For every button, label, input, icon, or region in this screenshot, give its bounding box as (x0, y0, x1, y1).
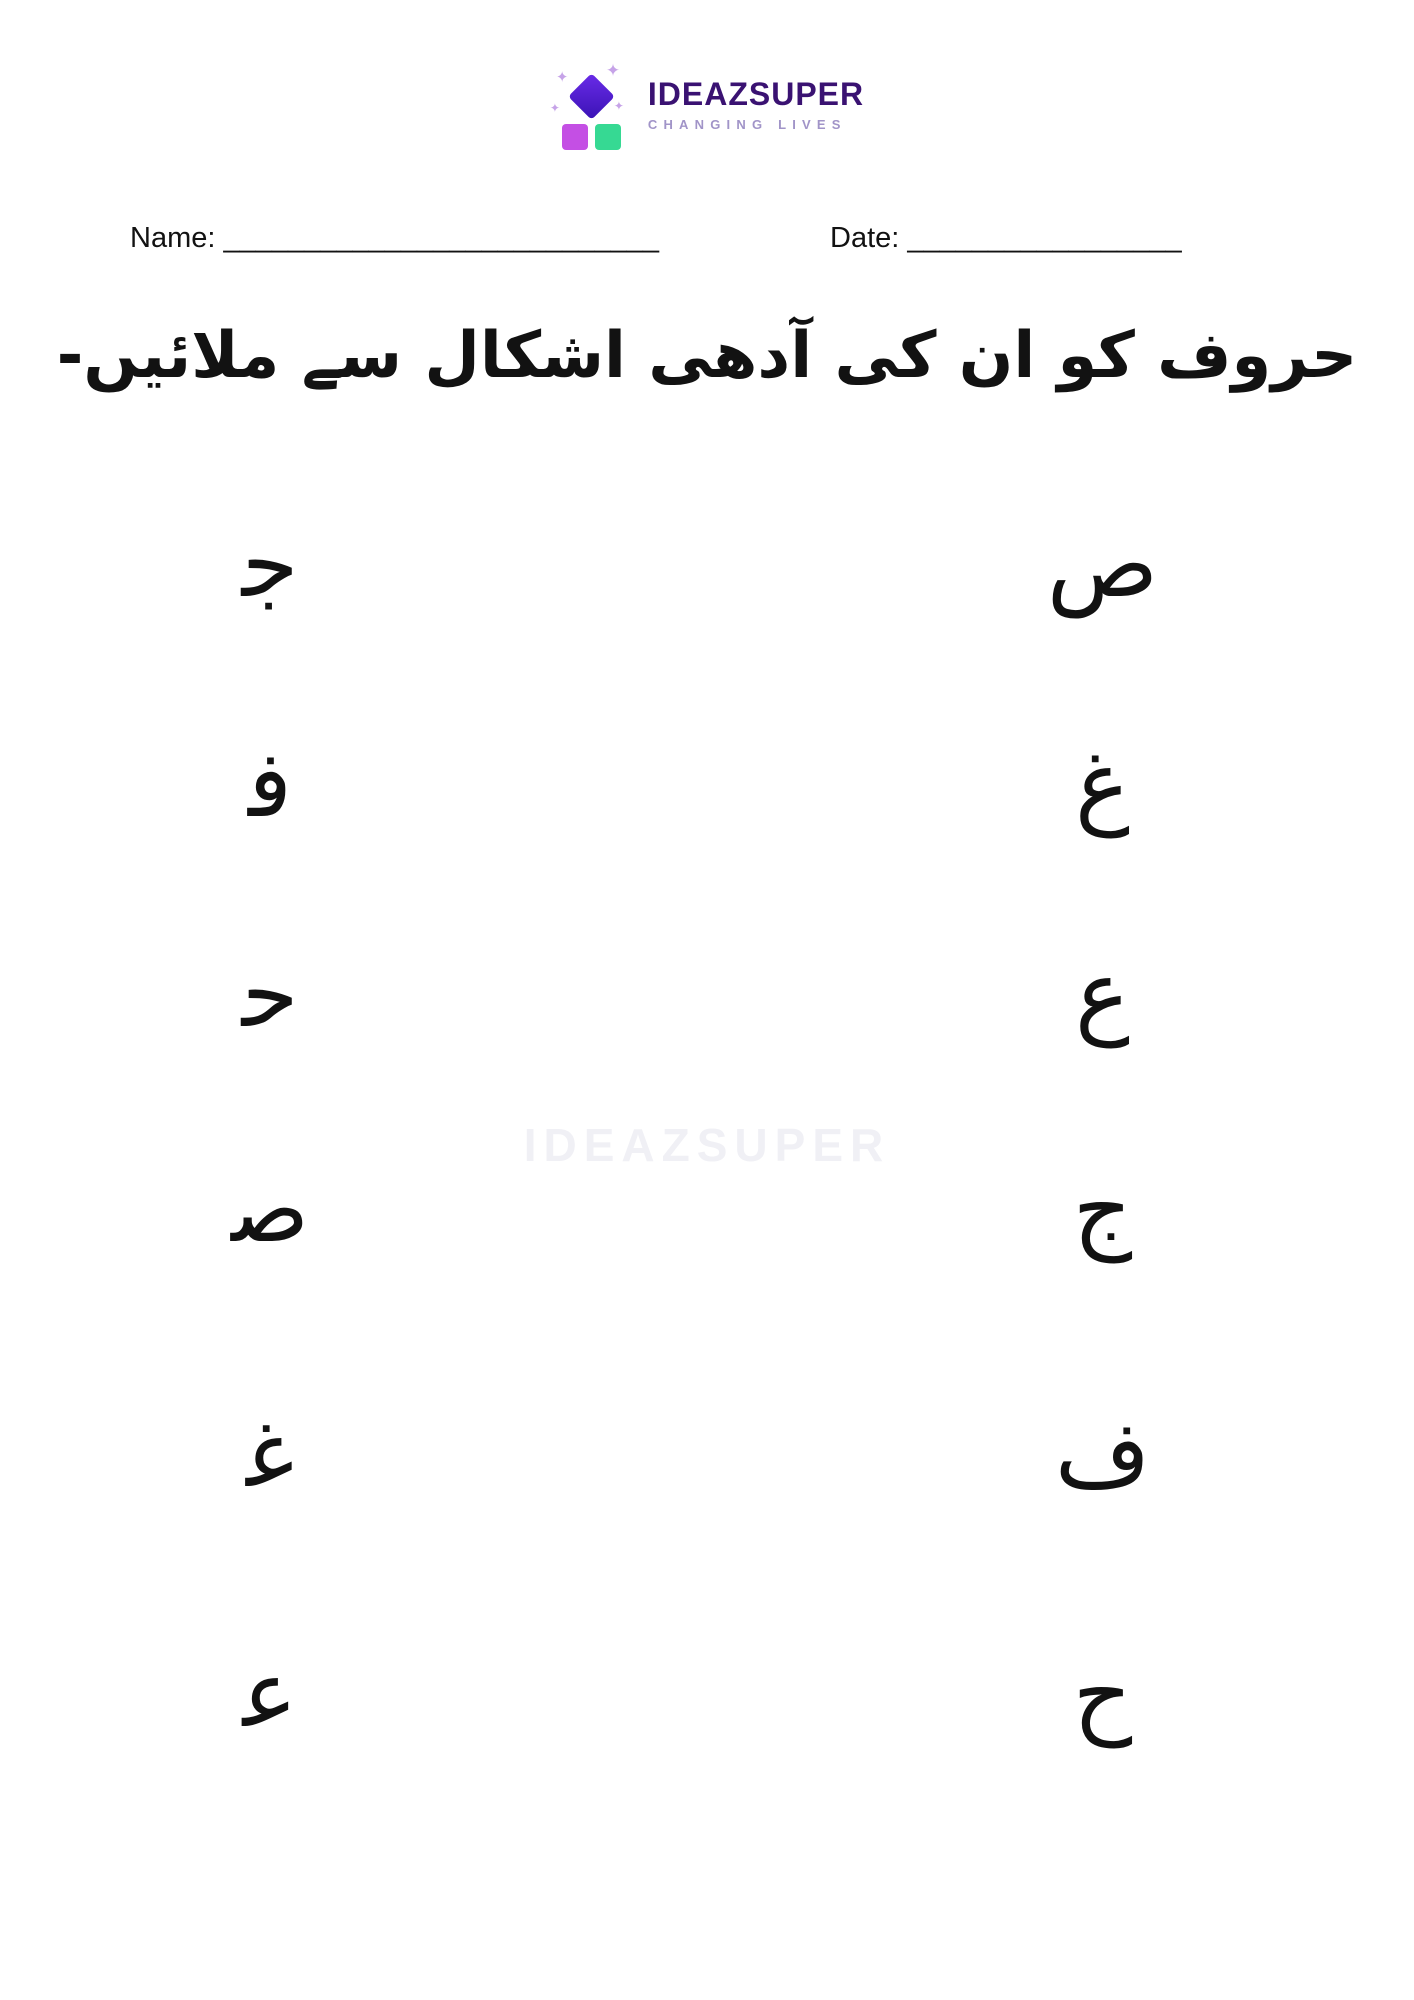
half-form-letter: ﻓ (248, 731, 292, 838)
name-field (130, 222, 659, 255)
half-form-letter: ﺟ (241, 511, 299, 618)
diamond-icon (568, 73, 615, 120)
brand-logo-mark (550, 58, 634, 150)
match-row (0, 700, 1414, 870)
brand-name: IDEAZSUPER (647, 76, 865, 112)
match-row (0, 1125, 1414, 1295)
magenta-square-icon (562, 124, 588, 150)
date-field (830, 222, 1182, 255)
header-fields (0, 222, 1414, 270)
match-row (0, 1370, 1414, 1540)
instruction-heading: حروف کو ان کی آدھی اشکال سے ملائیں- (56, 319, 1358, 393)
sparkle-icon: ✦ (613, 99, 624, 113)
sparkle-icon: ✦ (555, 69, 569, 86)
name-blank-line: ___________________________ (223, 222, 659, 254)
full-form-letter: ع (1075, 941, 1130, 1048)
half-form-letter: ﻏ (245, 1401, 295, 1508)
sparkle-icon: ✦ (549, 101, 560, 115)
match-row (0, 480, 1414, 650)
date-blank-line: _________________ (907, 222, 1182, 254)
half-form-letter: ﻋ (242, 1641, 298, 1748)
brand-tagline: CHANGING LIVES (647, 117, 847, 132)
full-form-letter: ص (1046, 511, 1159, 618)
full-form-letter: غ (1075, 731, 1130, 838)
watermark-text: IDEAZSUPER (523, 1119, 891, 1171)
sparkle-icon: ✦ (605, 61, 621, 80)
brand-logo-text (648, 76, 864, 132)
full-form-letter: ج (1072, 1156, 1133, 1263)
full-form-letter: ف (1054, 1401, 1151, 1508)
date-label: Date: (830, 222, 900, 254)
half-form-letter: ﺣ (241, 941, 299, 1048)
brand-logo (0, 58, 1414, 150)
green-square-icon (595, 124, 621, 150)
match-row (0, 1610, 1414, 1780)
logo-squares (562, 124, 621, 150)
match-row (0, 910, 1414, 1080)
name-label: Name: (130, 222, 216, 254)
full-form-letter: ح (1072, 1641, 1133, 1748)
half-form-letter: ﺻ (230, 1156, 310, 1263)
